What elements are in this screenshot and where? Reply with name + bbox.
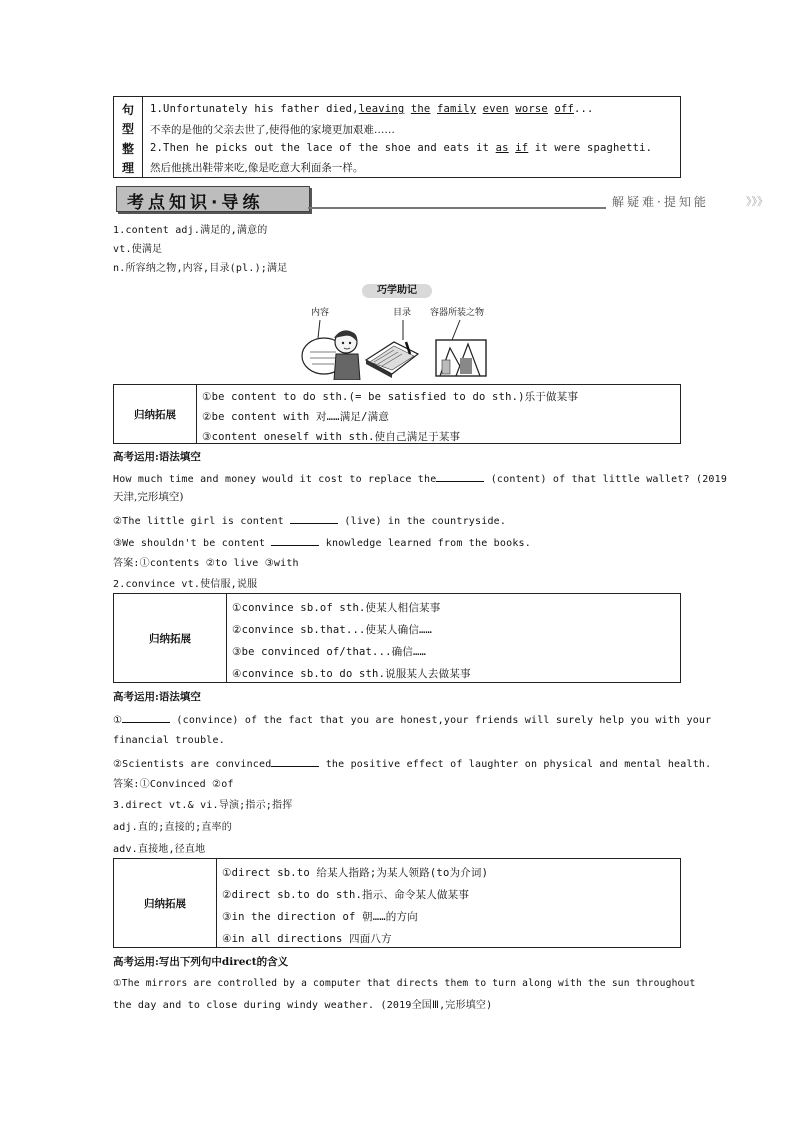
expansion-table-direct xyxy=(113,858,681,948)
container-illustration xyxy=(436,320,486,376)
question-text: the positive effect of laughter on physical and mental health. xyxy=(325,759,712,770)
underlined-word: as xyxy=(495,142,509,154)
text-run: 2.Then he picks out the lace of the shoe and eats it xyxy=(150,142,496,154)
item1-question-1-cont: 天津,完形填空) xyxy=(113,491,184,503)
item2-heading: 2.convince vt.使信服,说服 xyxy=(113,579,258,590)
item1-practice-title: 高考运用:语法填空 xyxy=(113,451,201,463)
item3-question-1-cont: the day and to close during windy weather. (2019全国Ⅲ,完形填空) xyxy=(113,1000,493,1011)
underlined-word: leaving xyxy=(358,103,405,115)
expansion-table-convince xyxy=(113,593,681,683)
sentence-1-english xyxy=(150,103,594,115)
item2-question-2 xyxy=(113,756,711,772)
memory-illustration xyxy=(300,318,500,380)
question-text: ②The little girl is content xyxy=(113,516,284,527)
item3-practice-title: 高考运用:写出下列句中direct的含义 xyxy=(113,956,289,968)
answer-blank[interactable] xyxy=(290,513,338,524)
question-text: knowledge learned from the books. xyxy=(325,538,531,549)
table-label-cell xyxy=(114,594,227,682)
section-subtitle: 解疑难·提知能 xyxy=(612,195,709,209)
table-row: ①convince sb.of sth.使某人相信某事 xyxy=(232,602,441,614)
question-text: ③We shouldn't be content xyxy=(113,538,266,549)
illus-label-catalog: 目录 xyxy=(393,308,412,318)
text-run: 1.Unfortunately his father died, xyxy=(150,103,359,115)
table-row: ②direct sb.to do sth.指示、命令某人做某事 xyxy=(222,889,470,901)
boy-thinking-illustration xyxy=(302,320,360,380)
question-text: (content) of that little wallet? (2019 xyxy=(490,474,728,485)
item3-heading-adj: adj.直的;直接的;直率的 xyxy=(113,822,232,833)
sentence-1-chinese: 不幸的是他的父亲去世了,使得他的家境更加艰难…… xyxy=(150,124,395,136)
table-row: ①be content to do sth.(= be satisfied to do sth.)乐于做某事 xyxy=(202,391,579,403)
item1-question-3 xyxy=(113,535,531,551)
table-label-cell xyxy=(114,859,217,947)
label-char: 型 xyxy=(121,122,134,136)
answer-blank[interactable] xyxy=(271,756,319,767)
table-row: ④convince sb.to do sth.说服某人去做某事 xyxy=(232,668,471,680)
table-label: 归纳拓展 xyxy=(134,409,176,421)
section-banner xyxy=(116,186,310,212)
text-run: ... xyxy=(574,103,594,115)
sentence-2-english xyxy=(150,142,652,154)
item3-heading-adv: adv.直接地,径直地 xyxy=(113,844,206,855)
expansion-table-content xyxy=(113,384,681,444)
banner-divider xyxy=(308,207,606,209)
underlined-word: family xyxy=(437,103,477,115)
table-row: ①direct sb.to 给某人指路;为某人领路(to为介词) xyxy=(222,867,489,879)
table-row: ②be content with 对……满足/满意 xyxy=(202,411,390,423)
table-label: 归纳拓展 xyxy=(149,633,191,645)
underlined-word: even xyxy=(482,103,509,115)
illus-label-contents: 容器所装之物 xyxy=(430,308,485,318)
table-row: ④in all directions 四面八方 xyxy=(222,933,392,945)
text-run: it were spaghetti. xyxy=(528,142,653,154)
table-row: ③content oneself with sth.使自己满足于某事 xyxy=(202,431,461,443)
underlined-word: if xyxy=(515,142,529,154)
item3-question-1: ①The mirrors are controlled by a computer that directs them to turn along with the sun throughout xyxy=(113,978,696,989)
chevrons-right-icon: 》》》 xyxy=(746,195,768,208)
answer-blank[interactable] xyxy=(122,712,170,723)
item2-answer: 答案:①Convinced ②of xyxy=(113,779,234,790)
label-char: 理 xyxy=(121,161,134,175)
underlined-word: off xyxy=(554,103,575,115)
table-row: ③be convinced of/that...确信…… xyxy=(232,646,427,658)
item1-answer: 答案:①contents ②to live ③with xyxy=(113,558,299,569)
question-text: How much time and money would it cost to replace the xyxy=(113,474,437,485)
question-text: ②Scientists are convinced xyxy=(113,759,272,770)
table-label: 归纳拓展 xyxy=(144,898,186,910)
label-char: 整 xyxy=(121,142,134,156)
table-row: ②convince sb.that...使某人确信…… xyxy=(232,624,433,636)
answer-blank[interactable] xyxy=(436,471,484,482)
table-label-cell xyxy=(114,385,197,443)
answer-blank[interactable] xyxy=(271,535,319,546)
section-title: 考点知识·导练 xyxy=(127,193,264,213)
memory-tip-badge: 巧学助记 xyxy=(362,284,432,298)
item1-heading-vt: vt.使满足 xyxy=(113,244,163,255)
item2-question-1-cont: financial trouble. xyxy=(113,735,225,746)
item2-question-1 xyxy=(113,712,711,728)
question-text: (live) in the countryside. xyxy=(344,516,507,527)
sentence-pattern-label xyxy=(114,97,143,177)
open-book-illustration xyxy=(366,320,418,378)
table-row: ③in the direction of 朝……的方向 xyxy=(222,911,418,923)
sentence-pattern-table xyxy=(113,96,681,178)
item1-heading-n: n.所容纳之物,内容,目录(pl.);满足 xyxy=(113,263,288,274)
illus-label-content: 内容 xyxy=(311,308,330,318)
question-text: ① xyxy=(113,715,123,726)
sentence-2-chinese: 然后他挑出鞋带来吃,像是吃意大利面条一样。 xyxy=(150,162,364,174)
underlined-word: the xyxy=(410,103,431,115)
item1-question-1 xyxy=(113,471,727,487)
item1-question-2 xyxy=(113,513,506,529)
question-text: (convince) of the fact that you are honest,your friends will surely help you with your xyxy=(176,715,712,726)
item2-practice-title: 高考运用:语法填空 xyxy=(113,691,201,703)
label-char: 句 xyxy=(121,103,134,117)
item1-heading-adj: 1.content adj.满足的,满意的 xyxy=(113,225,268,236)
item3-heading-verb: 3.direct vt.& vi.导演;指示;指挥 xyxy=(113,800,293,811)
underlined-word: worse xyxy=(515,103,548,115)
